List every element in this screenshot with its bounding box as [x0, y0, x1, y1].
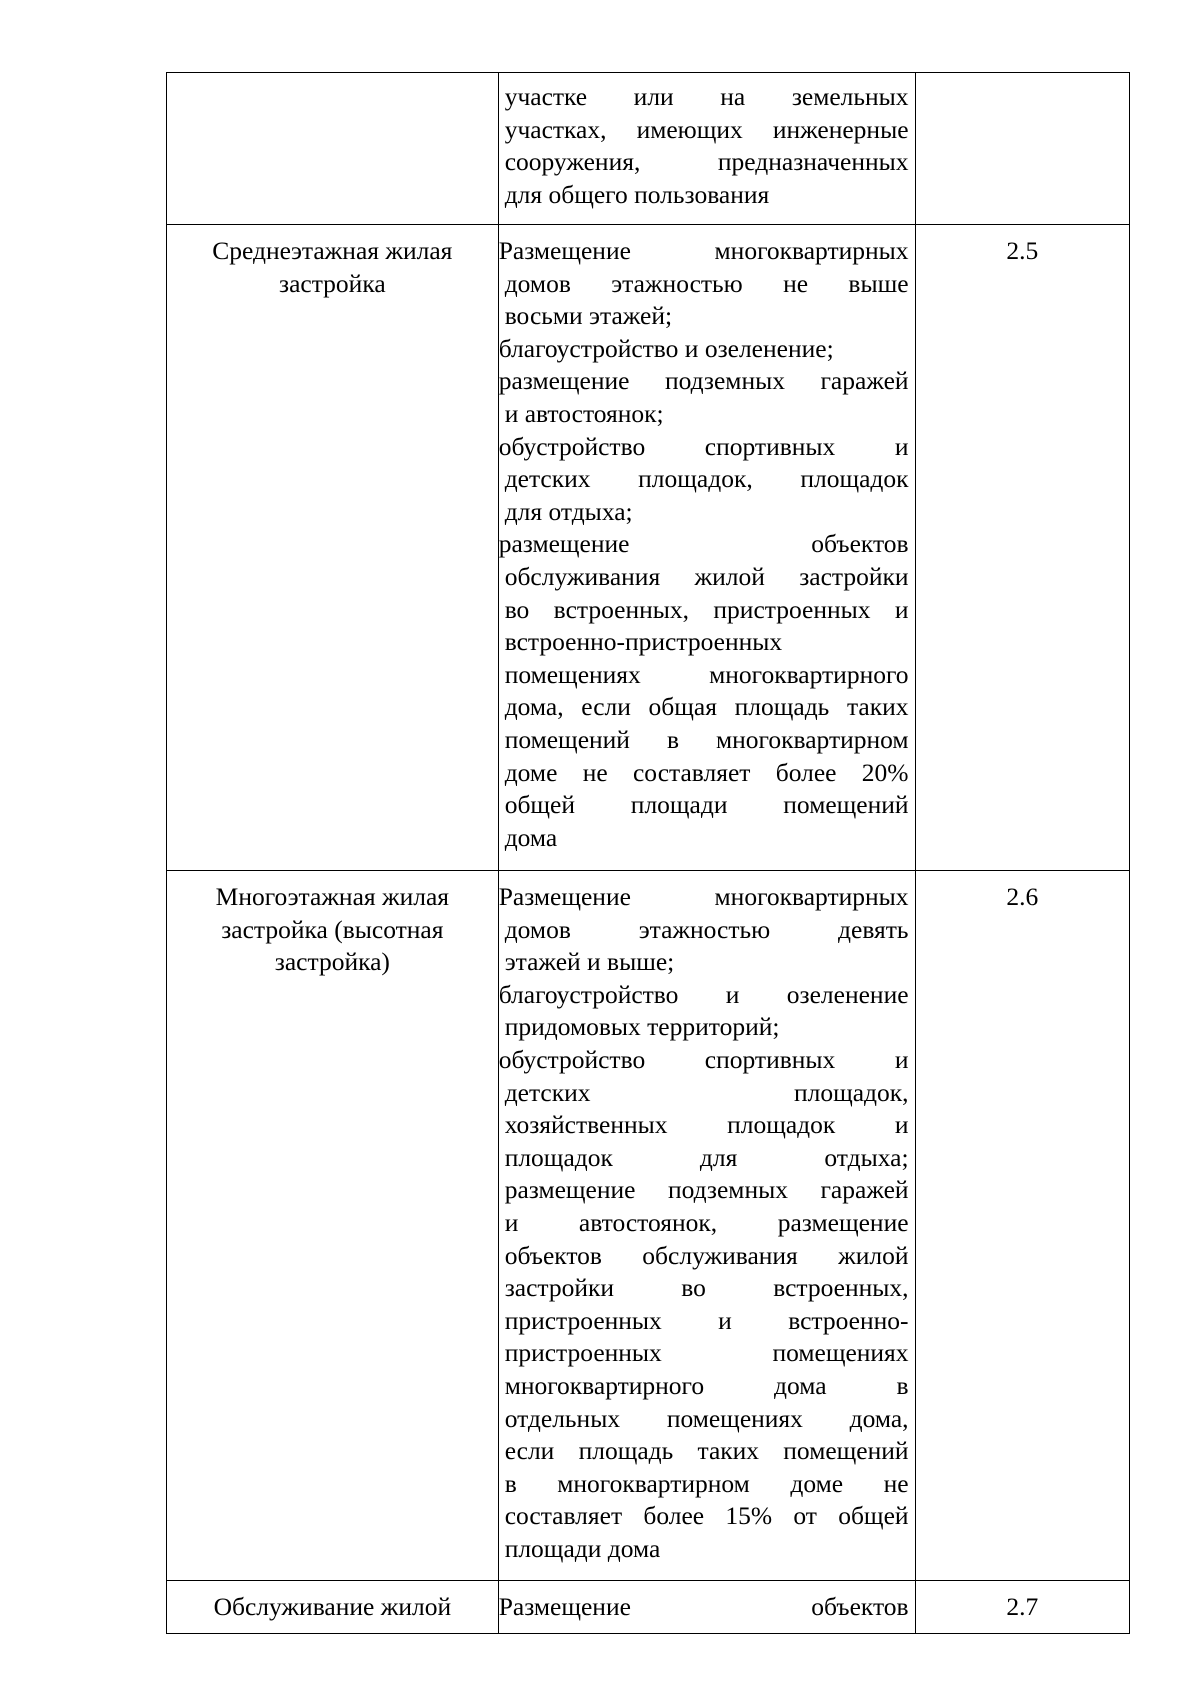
- use-description-cell: [498, 871, 915, 1581]
- use-name-cell: [167, 73, 499, 225]
- description-line: благоустройство и озеленение: [498, 979, 909, 1009]
- description-line: для отдыха;: [504, 496, 633, 526]
- use-name-cell: Обслуживание жилой: [167, 1581, 499, 1634]
- use-code-cell: 2.5: [915, 225, 1129, 871]
- description-line: дома, если общая площадь таких: [504, 692, 909, 722]
- use-name-cell: Многоэтажная жилая застройка (высотная застройка): [167, 871, 499, 1581]
- table-body: [167, 73, 1130, 1634]
- description-line: помещениях многоквартирного: [504, 659, 909, 689]
- use-name-cell: Среднеэтажная жилая застройка: [167, 225, 499, 871]
- table-row: [167, 871, 1130, 1581]
- description-line: детских площадок,: [504, 1077, 909, 1107]
- description-line: Размещение многоквартирных: [498, 882, 909, 911]
- description-line: составляет более 15% от общей: [504, 1501, 909, 1531]
- use-description-cell: [498, 1581, 915, 1634]
- description-line: размещение подземных гаражей: [504, 1175, 909, 1205]
- description-line: помещений в многоквартирном: [504, 724, 909, 754]
- description-line: пристроенных помещениях: [504, 1338, 909, 1368]
- use-code-cell: 2.6: [915, 871, 1129, 1581]
- description-line: размещение объектов: [498, 529, 909, 559]
- table-row: [167, 225, 1130, 871]
- description-line: если площадь таких помещений: [504, 1436, 909, 1466]
- description-line: и автостоянок, размещение: [504, 1207, 909, 1237]
- use-code-cell: 2.7: [915, 1581, 1129, 1634]
- description-line: и автостоянок;: [504, 398, 664, 428]
- description-line: придомовых территорий;: [504, 1012, 780, 1042]
- use-description-cell: [498, 73, 915, 225]
- description-line: благоустройство и озеленение;: [498, 333, 834, 363]
- description-line: обустройство спортивных и: [498, 431, 909, 461]
- use-description-cell: [498, 225, 915, 871]
- description-line: застройки во встроенных,: [504, 1273, 909, 1303]
- description-line: обустройство спортивных и: [498, 1044, 909, 1074]
- use-code-cell: [915, 73, 1129, 225]
- table-row: [167, 73, 1130, 225]
- description-line: этажей и выше;: [504, 947, 675, 977]
- description-line: детских площадок, площадок: [504, 464, 909, 494]
- description-line: пристроенных и встроенно-: [504, 1305, 909, 1335]
- description-line: площадок для отдыха;: [504, 1142, 909, 1172]
- description-line: площади дома: [504, 1533, 661, 1563]
- description-line: дома: [504, 822, 558, 852]
- description-line: домов этажностью девять: [504, 914, 909, 944]
- description-line: сооружения, предназначенных: [504, 147, 909, 177]
- description-line: отдельных помещениях дома,: [504, 1403, 909, 1433]
- description-line: Размещение многоквартирных: [498, 236, 909, 265]
- description-line: участке или на земельных: [504, 82, 909, 111]
- description-line: размещение подземных гаражей: [498, 366, 909, 396]
- description-line: общей площади помещений: [504, 790, 909, 820]
- land-use-table: [166, 72, 1130, 1634]
- description-line: встроенно-пристроенных: [504, 627, 783, 657]
- description-line: Размещение объектов: [498, 1592, 909, 1621]
- description-line: доме не составляет более 20%: [504, 757, 909, 787]
- description-line: хозяйственных площадок и: [504, 1110, 909, 1140]
- description-line: объектов обслуживания жилой: [504, 1240, 909, 1270]
- description-line: для общего пользования: [504, 179, 770, 209]
- description-line: во встроенных, пристроенных и: [504, 594, 909, 624]
- description-line: многоквартирного дома в: [504, 1370, 909, 1400]
- table-row: [167, 1581, 1130, 1634]
- description-line: домов этажностью не выше: [504, 268, 909, 298]
- description-line: восьми этажей;: [504, 301, 673, 331]
- description-line: участках, имеющих инженерные: [504, 114, 909, 144]
- description-line: в многоквартирном доме не: [504, 1468, 909, 1498]
- description-line: обслуживания жилой застройки: [504, 561, 909, 591]
